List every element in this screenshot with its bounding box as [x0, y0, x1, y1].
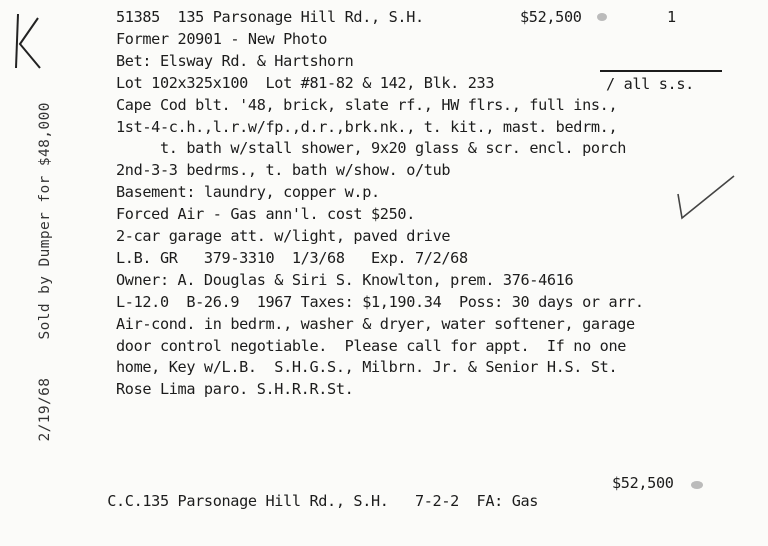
- body-line: Former 20901 - New Photo: [116, 30, 328, 48]
- body-line: Air-cond. in bedrm., washer & dryer, water softener, garage: [116, 315, 635, 333]
- body-line: L-12.0 B-26.9 1967 Taxes: $1,190.34 Poss: 30 days or arr.: [116, 293, 644, 311]
- body-line: Lot 102x325x100 Lot #81-82 & 142, Blk. 233: [116, 74, 495, 92]
- underline-rule: [600, 70, 722, 72]
- sewer-note: / all s.s.: [606, 75, 694, 93]
- listing-header: 51385 135 Parsonage Hill Rd., S.H.: [116, 8, 424, 26]
- sold-note: Sold by Dumper for $48,000: [37, 102, 53, 340]
- footer-summary: [72, 474, 674, 546]
- listing-price: $52,500: [520, 8, 582, 26]
- footer-text: C.C.135 Parsonage Hill Rd., S.H. 7-2-2 FA: Gas: [107, 492, 539, 510]
- body-line: 2-car garage att. w/light, paved drive: [116, 227, 451, 245]
- body-line: t. bath w/stall shower, 9x20 glass & scr. encl. porch: [160, 139, 627, 157]
- smudge-dot: [690, 480, 704, 490]
- body-line: Bet: Elsway Rd. & Hartshorn: [116, 52, 354, 70]
- body-line: Cape Cod blt. '48, brick, slate rf., HW flrs., full ins.,: [116, 96, 618, 114]
- body-line: L.B. GR 379-3310 1/3/68 Exp. 7/2/68: [116, 249, 468, 267]
- body-line: Owner: A. Douglas & Siri S. Knowlton, prem. 376-4616: [116, 271, 574, 289]
- body-line: door control negotiable. Please call for appt. If no one: [116, 337, 627, 355]
- body-line: 1st-4-c.h.,l.r.w/fp.,d.r.,brk.nk., t. kit., mast. bedrm.,: [116, 118, 618, 136]
- page-number: 1: [667, 8, 677, 26]
- body-line: 2nd-3-3 bedrms., t. bath w/show. o/tub: [116, 161, 451, 179]
- side-annotation: [21, 102, 69, 478]
- check-mark: [672, 170, 742, 226]
- body-line: home, Key w/L.B. S.H.G.S., Milbrn. Jr. & Senior H.S. St.: [116, 358, 618, 376]
- body-line: Rose Lima paro. S.H.R.R.St.: [116, 380, 354, 398]
- body-line: Basement: laundry, copper w.p.: [116, 183, 380, 201]
- sold-date: 2/19/68: [37, 377, 53, 442]
- body-line: Forced Air - Gas ann'l. cost $250.: [116, 205, 415, 223]
- handwritten-k-mark: [4, 10, 44, 72]
- footer-price: $52,500: [612, 474, 674, 492]
- smudge-dot: [596, 12, 608, 22]
